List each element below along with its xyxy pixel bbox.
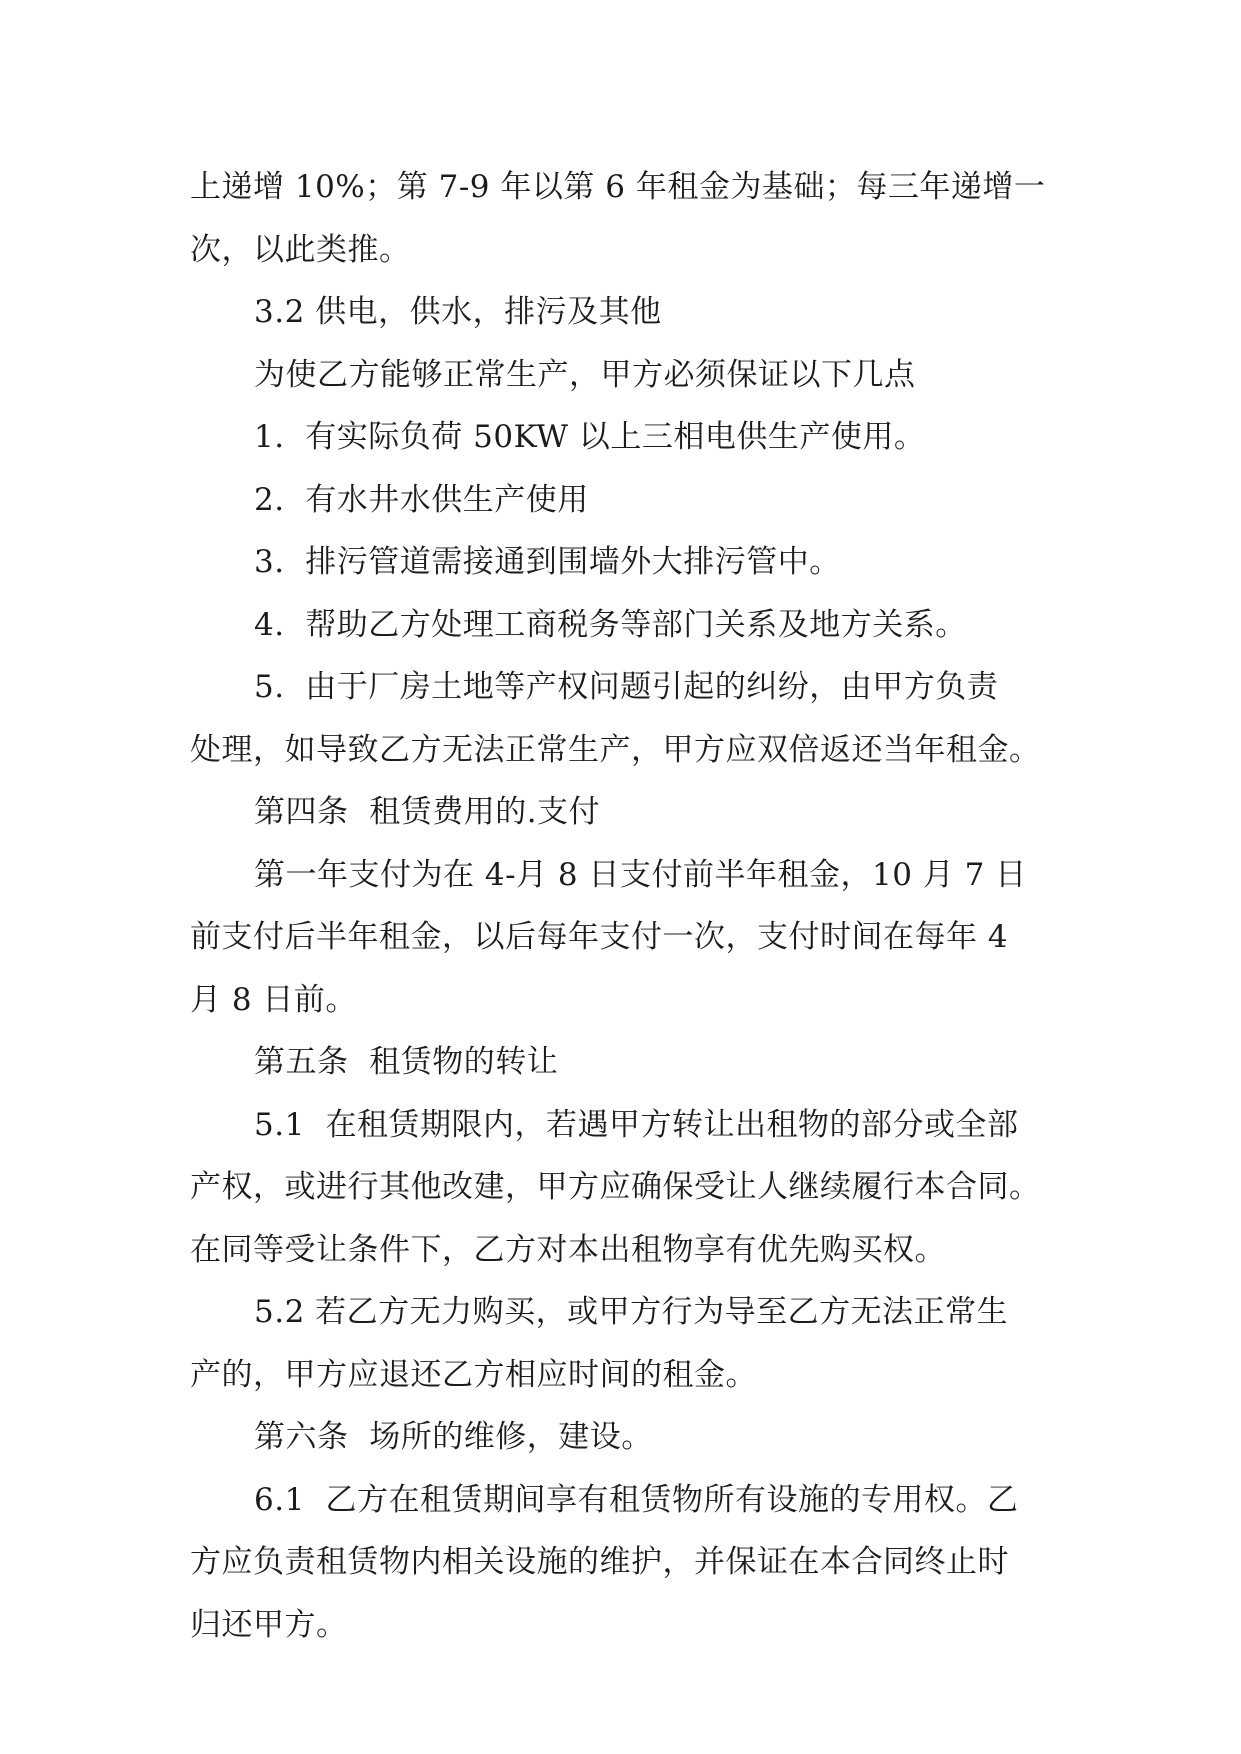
text-line-2: 次，以此类推。 [190, 231, 411, 268]
clause-5-1: 5.1 在租赁期限内，若遇甲方转让出租物的部分或全部 [254, 1106, 1019, 1143]
text-line-12: 第一年支付为在 4-月 8 日支付前半年租金，10 月 7 日 [254, 856, 1027, 893]
text-line-13: 前支付后半年租金，以后每年支付一次，支付时间在每年 4 [190, 919, 1009, 955]
text-line-20: 产的，甲方应退还乙方相应时间的租金。 [190, 1356, 757, 1393]
list-item-4: 4. 帮助乙方处理工商税务等部门关系及地方关系。 [254, 606, 967, 643]
article-4-heading: 第四条 租赁费用的.支付 [254, 794, 601, 830]
clause-5-2: 5.2 若乙方无力购买，或甲方行为导至乙方无法正常生 [254, 1294, 1009, 1330]
text-line-1: 上递增 10%；第 7-9 年以第 6 年租金为基础；每三年递增一 [190, 169, 1046, 205]
text-line-17: 产权，或进行其他改建，甲方应确保受让人继续履行本合同。 [190, 1169, 1041, 1205]
list-item-5: 5. 由于厂房土地等产权问题引起的纠纷，由甲方负责 [254, 669, 999, 705]
list-item-2: 2. 有水井水供生产使用 [254, 481, 589, 518]
article-6-heading: 第六条 场所的维修，建设。 [254, 1419, 653, 1455]
text-line-23: 方应负责租赁物内相关设施的维护，并保证在本合同终止时 [190, 1544, 1009, 1580]
text-line-14: 月 8 日前。 [190, 981, 357, 1018]
article-5-heading: 第五条 租赁物的转让 [254, 1044, 559, 1080]
text-line-24: 归还甲方。 [190, 1606, 348, 1643]
list-item-5-continued: 处理，如导致乙方无法正常生产，甲方应双倍返还当年租金。 [190, 731, 1041, 768]
section-heading-3-2: 3.2 供电，供水，排污及其他 [254, 294, 662, 330]
text-line-18: 在同等受让条件下，乙方对本出租物享有优先购买权。 [190, 1231, 946, 1268]
list-item-3: 3. 排污管道需接通到围墙外大排污管中。 [254, 544, 841, 580]
clause-6-1: 6.1 乙方在租赁期间享有租赁物所有设施的专用权。乙 [254, 1481, 1019, 1518]
document-body [190, 156, 1052, 1656]
text-line-4: 为使乙方能够正常生产，甲方必须保证以下几点 [254, 356, 916, 393]
list-item-1: 1. 有实际负荷 50KW 以上三相电供生产使用。 [254, 419, 926, 455]
